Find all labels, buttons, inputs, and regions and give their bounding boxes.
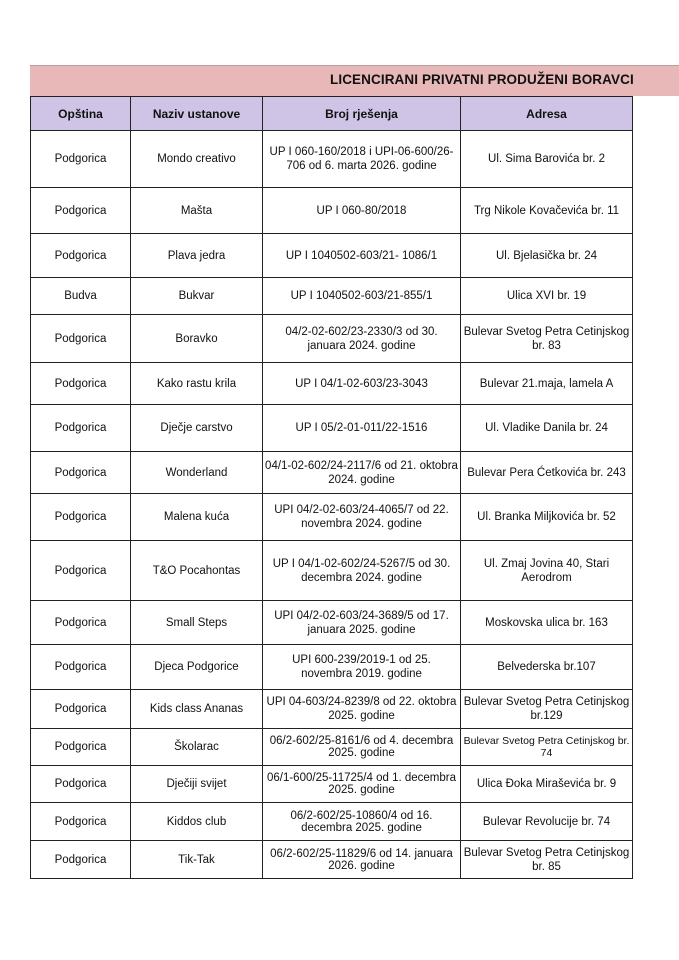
licence-table bbox=[30, 96, 633, 879]
header-broj: Broj rješenja bbox=[263, 97, 461, 131]
cell-adresa: Trg Nikole Kovačevića br. 11 bbox=[461, 188, 633, 234]
cell-broj: 06/1-600/25-11725/4 od 1. decembra 2025. godine bbox=[263, 766, 461, 803]
cell-broj: UP I 05/2-01-011/22-1516 bbox=[263, 405, 461, 452]
table-row bbox=[31, 841, 633, 879]
cell-naziv: Dječiji svijet bbox=[131, 766, 263, 803]
table-row bbox=[31, 494, 633, 541]
header-row bbox=[31, 97, 633, 131]
cell-naziv: Small Steps bbox=[131, 601, 263, 645]
table-row bbox=[31, 803, 633, 841]
cell-opstina: Podgorica bbox=[31, 315, 131, 363]
table-row bbox=[31, 541, 633, 601]
cell-naziv: Bukvar bbox=[131, 278, 263, 315]
cell-opstina: Podgorica bbox=[31, 690, 131, 729]
header-adresa: Adresa bbox=[461, 97, 633, 131]
document-title: LICENCIRANI PRIVATNI PRODUŽENI BORAVCI bbox=[330, 72, 634, 87]
table-row bbox=[31, 315, 633, 363]
table-row bbox=[31, 729, 633, 766]
cell-opstina: Podgorica bbox=[31, 541, 131, 601]
cell-broj: UPI 04-603/24-8239/8 od 22. oktobra 2025. godine bbox=[263, 690, 461, 729]
cell-adresa: Ul. Branka Miljkovića br. 52 bbox=[461, 494, 633, 541]
cell-adresa: Ul. Zmaj Jovina 40, Stari Aerodrom bbox=[461, 541, 633, 601]
table-row bbox=[31, 601, 633, 645]
cell-naziv: Dječje carstvo bbox=[131, 405, 263, 452]
cell-naziv: Mašta bbox=[131, 188, 263, 234]
cell-opstina: Podgorica bbox=[31, 841, 131, 879]
cell-opstina: Podgorica bbox=[31, 405, 131, 452]
cell-adresa: Moskovska ulica br. 163 bbox=[461, 601, 633, 645]
cell-adresa: Bulevar Svetog Petra Cetinjskog br. 74 bbox=[461, 729, 633, 766]
cell-broj: UP I 04/1-02-602/24-5267/5 od 30. decembra 2024. godine bbox=[263, 541, 461, 601]
cell-adresa: Bulevar Pera Ćetkovića br. 243 bbox=[461, 452, 633, 494]
cell-adresa: Ulica XVI br. 19 bbox=[461, 278, 633, 315]
table-row bbox=[31, 188, 633, 234]
cell-opstina: Budva bbox=[31, 278, 131, 315]
cell-adresa: Ulica Đoka Miraševića br. 9 bbox=[461, 766, 633, 803]
cell-broj: 04/1-02-602/24-2117/6 od 21. oktobra 2024. godine bbox=[263, 452, 461, 494]
table-row bbox=[31, 131, 633, 188]
cell-broj: 04/2-02-602/23-2330/3 od 30. januara 2024. godine bbox=[263, 315, 461, 363]
cell-naziv: Mondo creativo bbox=[131, 131, 263, 188]
cell-naziv: Kiddos club bbox=[131, 803, 263, 841]
cell-naziv: Školarac bbox=[131, 729, 263, 766]
cell-opstina: Podgorica bbox=[31, 601, 131, 645]
cell-opstina: Podgorica bbox=[31, 452, 131, 494]
cell-broj: 06/2-602/25-11829/6 od 14. januara 2026. godine bbox=[263, 841, 461, 879]
cell-adresa: Ul. Bjelasička br. 24 bbox=[461, 234, 633, 278]
cell-naziv: Djeca Podgorice bbox=[131, 645, 263, 690]
cell-naziv: Kids class Ananas bbox=[131, 690, 263, 729]
cell-naziv: Kako rastu krila bbox=[131, 363, 263, 405]
cell-adresa: Bulevar Svetog Petra Cetinjskog br. 83 bbox=[461, 315, 633, 363]
cell-opstina: Podgorica bbox=[31, 766, 131, 803]
cell-naziv: Boravko bbox=[131, 315, 263, 363]
table-wrapper bbox=[30, 96, 632, 879]
cell-naziv: Wonderland bbox=[131, 452, 263, 494]
cell-adresa: Ul. Vladike Danila br. 24 bbox=[461, 405, 633, 452]
cell-adresa: Ul. Sima Barovića br. 2 bbox=[461, 131, 633, 188]
table-row bbox=[31, 278, 633, 315]
cell-naziv: Malena kuća bbox=[131, 494, 263, 541]
cell-broj: 06/2-602/25-8161/6 od 4. decembra 2025. godine bbox=[263, 729, 461, 766]
cell-opstina: Podgorica bbox=[31, 363, 131, 405]
cell-opstina: Podgorica bbox=[31, 729, 131, 766]
header-opstina: Opština bbox=[31, 97, 131, 131]
cell-adresa: Bulevar Svetog Petra Cetinjskog br. 85 bbox=[461, 841, 633, 879]
table-row bbox=[31, 452, 633, 494]
cell-broj: UPI 04/2-02-603/24-4065/7 od 22. novembra 2024. godine bbox=[263, 494, 461, 541]
cell-opstina: Podgorica bbox=[31, 131, 131, 188]
table-row bbox=[31, 405, 633, 452]
cell-broj: UPI 600-239/2019-1 od 25. novembra 2019. godine bbox=[263, 645, 461, 690]
table-row bbox=[31, 766, 633, 803]
table-row bbox=[31, 690, 633, 729]
cell-opstina: Podgorica bbox=[31, 234, 131, 278]
cell-naziv: T&O Pocahontas bbox=[131, 541, 263, 601]
cell-opstina: Podgorica bbox=[31, 188, 131, 234]
cell-adresa: Belvederska br.107 bbox=[461, 645, 633, 690]
cell-adresa: Bulevar 21.maja, lamela A bbox=[461, 363, 633, 405]
table-row bbox=[31, 645, 633, 690]
cell-naziv: Plava jedra bbox=[131, 234, 263, 278]
cell-broj: 06/2-602/25-10860/4 od 16. decembra 2025. godine bbox=[263, 803, 461, 841]
cell-opstina: Podgorica bbox=[31, 494, 131, 541]
cell-broj: UPI 04/2-02-603/24-3689/5 od 17. januara 2025. godine bbox=[263, 601, 461, 645]
cell-broj: UP I 1040502-603/21-855/1 bbox=[263, 278, 461, 315]
table-row bbox=[31, 234, 633, 278]
cell-opstina: Podgorica bbox=[31, 803, 131, 841]
cell-adresa: Bulevar Revolucije br. 74 bbox=[461, 803, 633, 841]
cell-broj: UP I 04/1-02-603/23-3043 bbox=[263, 363, 461, 405]
title-band bbox=[30, 65, 679, 96]
cell-broj: UP I 060-80/2018 bbox=[263, 188, 461, 234]
cell-broj: UP I 1040502-603/21- 1086/1 bbox=[263, 234, 461, 278]
cell-adresa: Bulevar Svetog Petra Cetinjskog br.129 bbox=[461, 690, 633, 729]
header-naziv: Naziv ustanove bbox=[131, 97, 263, 131]
cell-opstina: Podgorica bbox=[31, 645, 131, 690]
table-row bbox=[31, 363, 633, 405]
cell-broj: UP I 060-160/2018 i UPI-06-600/26-706 od 6. marta 2026. godine bbox=[263, 131, 461, 188]
cell-naziv: Tik-Tak bbox=[131, 841, 263, 879]
